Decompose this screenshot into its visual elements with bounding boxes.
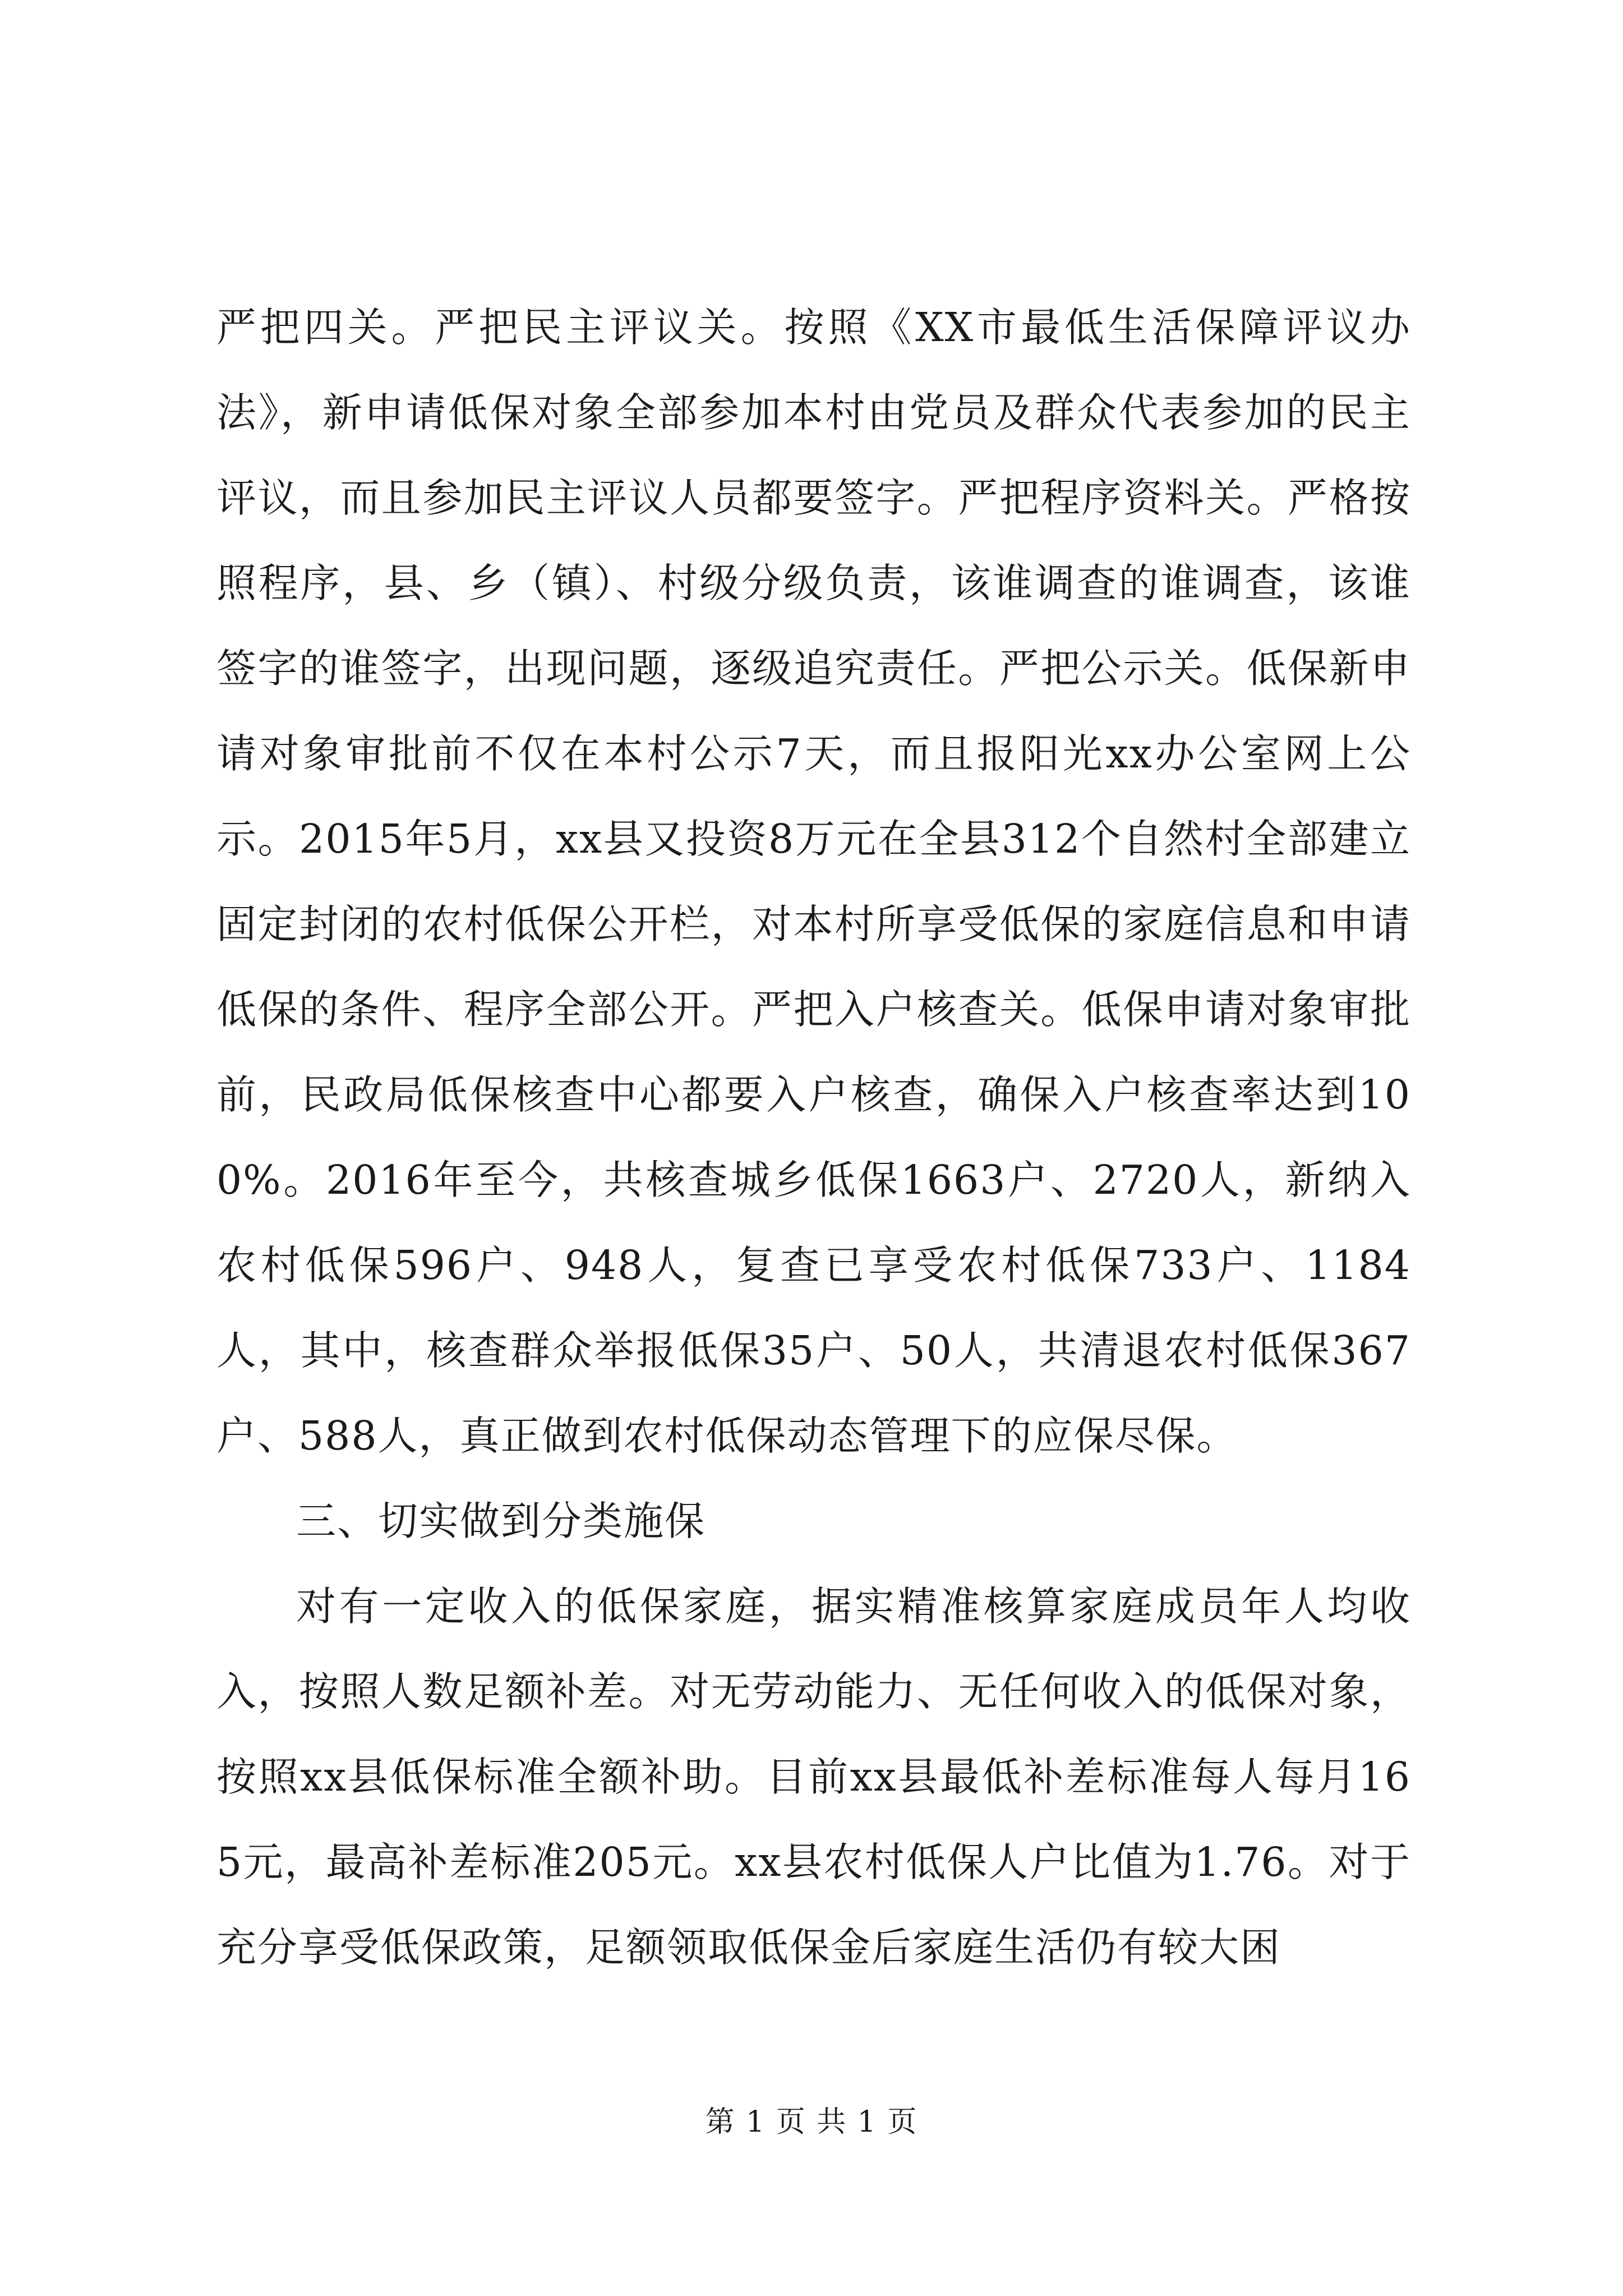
section-heading-classified-assistance: 三、切实做到分类施保	[296, 1498, 706, 1544]
paragraph-classified-assistance: 对有一定收入的低保家庭，据实精准核算家庭成员年人均收入，按照人数足额补差。对无劳动能力、无任何收入的低保对象，按照xx县低保标准全额补助。目前xx县最低补差标准每人每月165元，最高补差标准205元。xx县农村低保人户比值为1.76。对于充分享受低保政策，足额领取低保金后家庭生活仍有较大困	[216, 1583, 1411, 1971]
paragraph-four-checks: 严把四关。严把民主评议关。按照《XX市最低生活保障评议办法》，新申请低保对象全部参加本村由党员及群众代表参加的民主评议，而且参加民主评议人员都要签字。严把程序资料关。严格按照程序，县、乡（镇）、村级分级负责，该谁调查的谁调查，该谁签字的谁签字，出现问题，逐级追究责任。严把公示关。低保新申请对象审批前不仅在本村公示7天，而且报阳光xx办公室网上公示。2015年5月，xx县又投资8万元在全县312个自然村全部建立固定封闭的农村低保公开栏，对本村所享受低保的家庭信息和申请低保的条件、程序全部公开。严把入户核查关。低保申请对象审批前，民政局低保核查中心都要入户核查，确保入户核查率达到100%。2016年至今，共核查城乡低保1663户、2720人，新纳入农村低保596户、948人，复查已享受农村低保733户、1184人，其中，核查群众举报低保35户、50人，共清退农村低保367户、588人，真正做到农村低保动态管理下的应保尽保。	[216, 304, 1411, 1459]
document-body	[216, 285, 1411, 1990]
page-number-footer: 第 1 页 共 1 页	[705, 2105, 918, 2139]
